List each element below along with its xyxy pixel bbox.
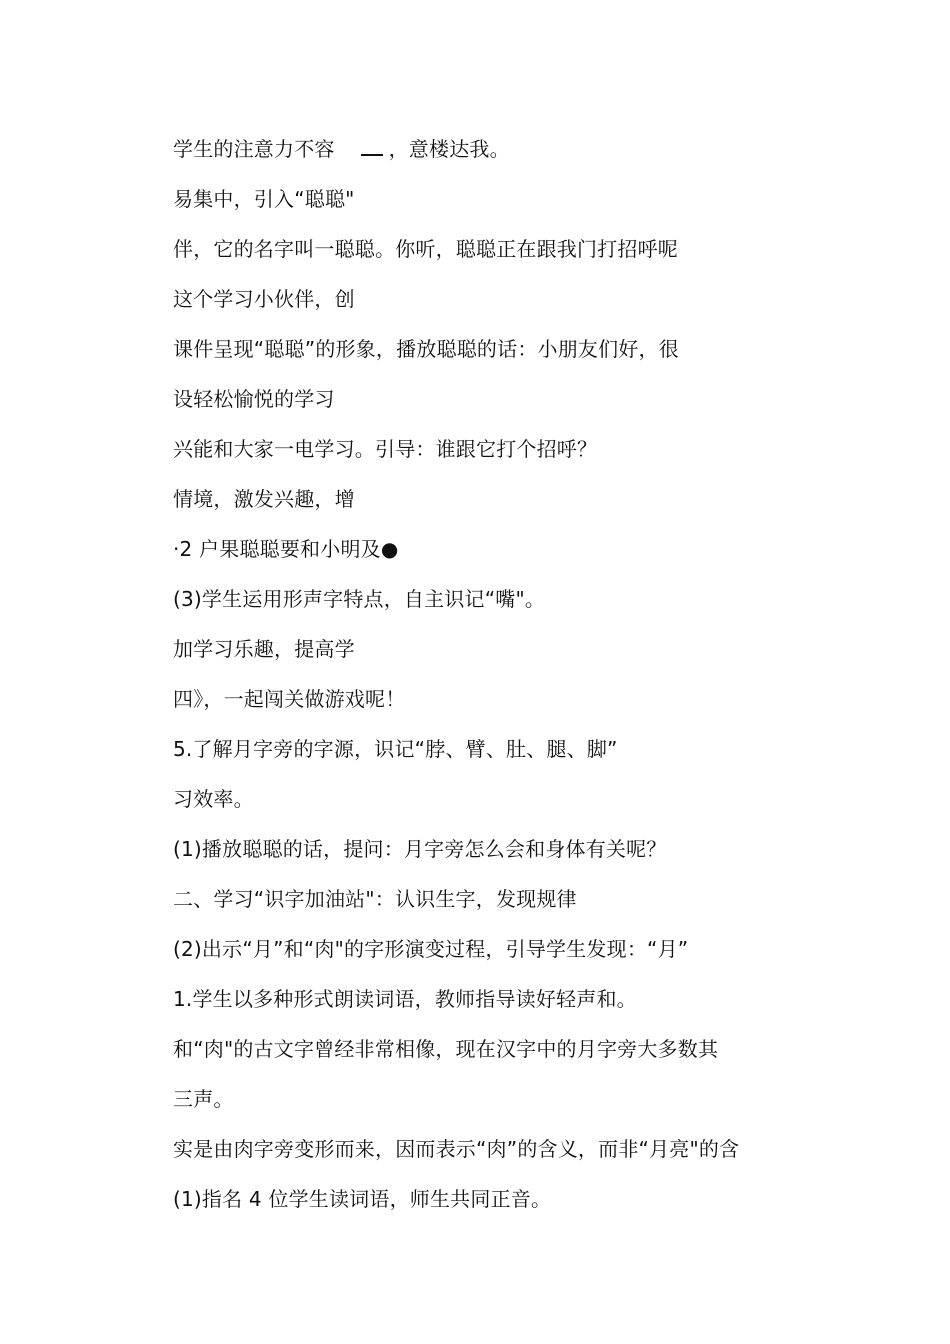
fill-in-blank: [361, 140, 383, 156]
text-line: (1)指名 4 位学生读词语，师生共同正音。: [173, 1187, 552, 1211]
text-line: (3)学生运用形声字特点，自主识记“嘴"。: [173, 587, 546, 611]
text-line: 课件呈现“聪聪”的形象，播放聪聪的话：小朋友们好，很: [173, 337, 679, 361]
text-line: 5.了解月字旁的字源，识记“脖、臂、肚、腿、脚”: [173, 737, 618, 761]
text-line: 兴能和大家一电学习。引导：谁跟它打个招呼？: [173, 437, 598, 461]
text-line: 和“肉"的古文字曾经非常相像，现在汉字中的月字旁大多数其: [173, 1037, 719, 1061]
text-line: (2)出示“月”和“肉"的字形演变过程，引导学生发现：“月”: [173, 937, 689, 961]
text-segment: ，意楼达我。: [388, 137, 510, 161]
text-segment: 学生的注意力不容: [173, 137, 335, 161]
text-line: 这个学习小伙伴，创: [173, 287, 355, 311]
text-line: 1.学生以多种形式朗读词语，教师指导读好轻声和。: [173, 987, 637, 1011]
text-line: 设轻松愉悦的学习: [173, 387, 335, 411]
text-line: 三声。: [173, 1087, 234, 1111]
text-line: 四》，一起闯关做游戏呢！: [173, 687, 406, 711]
text-line: 习效率。: [173, 787, 254, 811]
text-line: [173, 136, 510, 162]
text-line: 加学习乐趣，提高学: [173, 637, 355, 661]
text-line: 情境，激发兴趣，增: [173, 487, 355, 511]
text-line: 二、学习“识字加油站"：认识生字，发现规律: [173, 887, 577, 911]
text-line: ·2 户果聪聪要和小明及●: [173, 537, 399, 561]
text-line: 伴，它的名字叫一聪聪。你听，聪聪正在跟我门打招呼呢: [173, 237, 678, 261]
text-line: 易集中，引入“聪聪": [173, 187, 355, 211]
text-line: (1)播放聪聪的话，提问：月字旁怎么会和身体有关呢？: [173, 837, 667, 861]
text-line: 实是由肉字旁变形而来，因而表示“肉”的含义，而非“月亮"的含: [173, 1137, 740, 1161]
